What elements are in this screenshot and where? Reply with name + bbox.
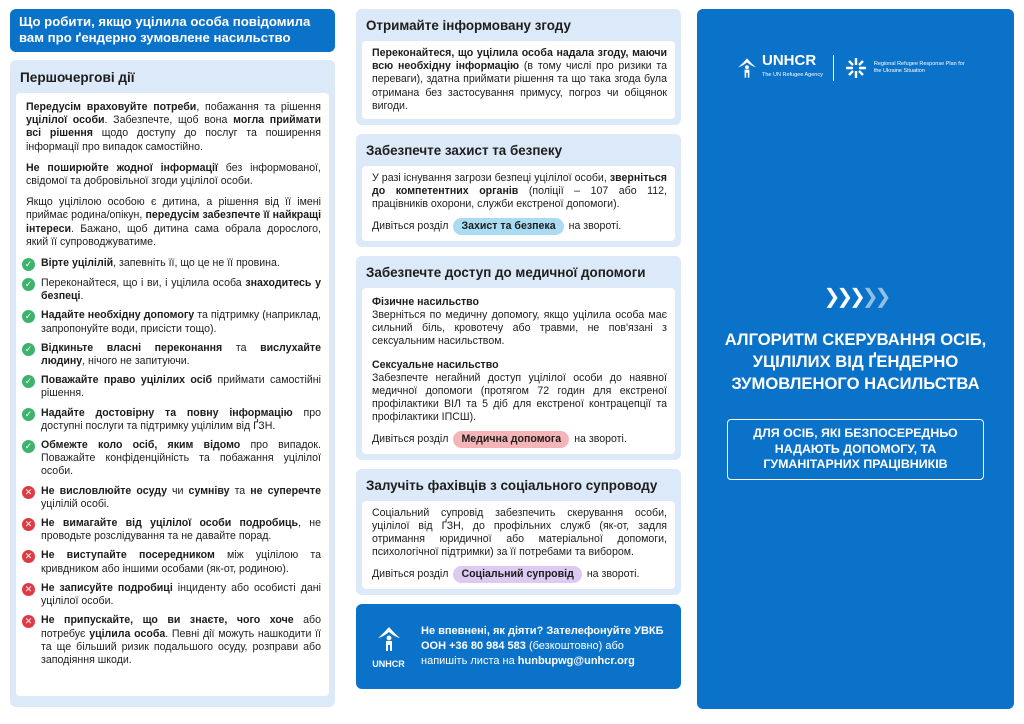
contact-email[interactable]: hunbupwg@unhcr.org — [517, 654, 635, 667]
priority-actions-title: Першочергові дії — [20, 70, 135, 85]
paragraph-child: Якщо уцілілою особою є дитина, а рішення від її імені приймає родина/опікун, передусім забезпечте її найкращі інтереси. Бажано, щоб дитина сама обрала дорослого, який її супроводжуватиме. — [26, 196, 322, 248]
safety-body: У разі існування загрози безпеці уцілілої особи, зверніться до компетентних органів (поліції – 107 або 112, працівників охорони, служби екстреної допомоги). Дивіться розділ Захист та безпека на звороті. — [362, 166, 675, 241]
chevrons-icon: ❯❯❯❯❯ — [823, 286, 888, 308]
cross-icon: ✕ — [22, 550, 35, 563]
sexual-text: Забезпечте негайний доступ уцілілої особи до наявної медичної допомоги (протягом 72 годин для екстреної профілактики ВІЛ та 5 діб для екстреної контрацепції та профілактики ІПСШ). — [372, 371, 667, 424]
social-section — [356, 469, 681, 595]
cross-icon: ✕ — [22, 583, 35, 596]
check-icon: ✓ — [22, 310, 35, 323]
safety-title: Забезпечте захист та безпеку — [366, 143, 563, 159]
social-body: Соціальний супровід забезпечить скерування особи, уцілілої від ҐЗН, до профільних служб (як-от, задля отримання юридичної або матеріальної допомоги, психологічної підтримки) за її потребами та вибором. Дивіться розділ Соціальний супровід на звороті. — [362, 501, 675, 589]
dont-item: ✕ Не висловлюйте осуду чи сумніву та не суперечте уцілілій особі. — [26, 485, 321, 511]
left-column — [10, 9, 335, 707]
safety-see-line: Дивіться розділ Захист та безпека на звороті. — [372, 218, 667, 235]
social-see-line: Дивіться розділ Соціальний супровід на звороті. — [372, 566, 667, 583]
unhcr-logo: UNHCR The UN Refugee Agency — [735, 54, 823, 82]
sexual-title: Сексуальне насильство — [372, 358, 499, 371]
unhcr-figure-icon — [735, 56, 759, 80]
unhcr-logo: UNHCR — [366, 624, 411, 669]
safety-pill: Захист та безпека — [453, 218, 563, 235]
cover-subtitle: ДЛЯ ОСІБ, ЯКІ БЕЗПОСЕРЕДНЬО НАДАЮТЬ ДОПОМОГУ, ТА ГУМАНІТАРНИХ ПРАЦІВНИКІВ — [727, 419, 984, 480]
dont-item: ✕ Не виступайте посередником між уцілілою та кривдником або іншими особами (як-от, родиною). — [26, 549, 321, 575]
medical-section — [356, 256, 681, 460]
paragraph-no-sharing: Не поширюйте жодної інформації без інформованої, свідомої та добровільної згоди уцілілої особи. — [26, 161, 321, 188]
consent-body: Переконайтеся, що уцілила особа надала згоду, маючи всю необхідну інформацію (в тому числі про ризики та переваги), здатна приймати рішення та що така згода була отримана без застосування примусу, погроз чи обіцянок вигоди. — [362, 41, 675, 119]
cross-icon: ✕ — [22, 615, 35, 628]
social-pill: Соціальний супровід — [453, 566, 581, 583]
cross-icon: ✕ — [22, 518, 35, 531]
consent-title: Отримайте інформовану згоду — [366, 18, 571, 33]
dont-item: ✕ Не вимагайте від уцілілої особи подробиць, не проводьте розслідування та не давайте порад. — [26, 517, 321, 543]
medical-pill: Медична допомога — [453, 431, 569, 448]
contact-text: Не впевнені, як діяти? Зателефонуйте УВКБ ООН +36 80 984 583 (безкоштовно) або напишіть листа на hunbupwg@unhcr.org — [421, 624, 664, 667]
cover-panel — [697, 9, 1014, 709]
cover-title: АЛГОРИТМ СКЕРУВАННЯ ОСІБ, УЦІЛІЛИХ ВІД ҐЕНДЕРНО ЗУМОВЛЕНОГО НАСИЛЬСТВА — [724, 330, 987, 393]
do-item: ✓ Відкиньте власні переконання та вислухайте людину, нічого не запитуючи. — [26, 342, 321, 368]
medical-see-line: Дивіться розділ Медична допомога на звороті. — [372, 431, 667, 448]
left-header: Що робити, якщо уцілила особа повідомила вам про ґендерно зумовлене насильство — [10, 9, 335, 52]
physical-text: Зверніться по медичну допомогу, якщо уцілила особа має сильний біль, кровотечу або травми, не пов'язані з сексуальним насильством. — [372, 309, 667, 348]
logos-row — [735, 54, 966, 82]
priority-actions-panel — [10, 60, 335, 707]
medical-body — [362, 288, 675, 454]
social-title: Залучіть фахівців з соціального супроводу — [366, 477, 658, 493]
check-icon: ✓ — [22, 278, 35, 291]
cross-icon: ✕ — [22, 486, 35, 499]
unhcr-figure-icon — [374, 624, 404, 654]
check-icon: ✓ — [22, 375, 35, 388]
do-item: ✓ Надайте достовірну та повну інформацію про доступні послуги та підтримку уцілілим від ҐЗН. — [26, 407, 321, 433]
medical-title: Забезпечте доступ до медичної допомоги — [366, 264, 646, 280]
priority-actions-body — [16, 93, 329, 696]
safety-section — [356, 134, 681, 247]
contact-box — [356, 604, 681, 689]
do-item: ✓ Обмежте коло осіб, яким відомо про випадок. Поважайте конфіденційність та побажання уцілілої особи. — [26, 439, 321, 479]
rrp-star-icon — [844, 56, 868, 80]
check-icon: ✓ — [22, 258, 35, 271]
rrp-logo: Regional Refugee Response Plan for the Ukraine Situation — [844, 56, 966, 80]
do-item: ✓ Поважайте право уцілілих осіб приймати самостійні рішення. — [26, 374, 321, 400]
consent-section — [356, 9, 681, 125]
middle-column — [356, 9, 681, 689]
do-item: ✓ Надайте необхідну допомогу та підтримку (наприклад, запропонуйте води, присісти тощо). — [26, 309, 321, 335]
check-icon: ✓ — [22, 343, 35, 356]
do-item: ✓ Вірте уцілілій, запевніть її, що це не її провина. — [26, 257, 321, 271]
do-item: ✓ Переконайтеся, що і ви, і уцілила особа знаходитесь у безпеці. — [26, 277, 321, 303]
physical-title: Фізичне насильство — [372, 295, 480, 308]
dont-item: ✕ Не записуйте подробиці інциденту або особисті дані уцілілої особи. — [26, 582, 321, 608]
paragraph-needs: Передусім враховуйте потреби, побажання та рішення уцілілої особи. Забезпечте, щоб вона могла приймати всі рішення щодо доступу до послуг та поширення інформації про випадок самостійно. — [26, 101, 321, 153]
check-icon: ✓ — [22, 440, 35, 453]
check-icon: ✓ — [22, 408, 35, 421]
dont-item: ✕ Не припускайте, що ви знаєте, чого хоче або потребує уцілила особа. Певні дії можуть нашкодити її та ще більший ризик подальшого осуду, розправи або заподіяння шкоди. — [26, 614, 321, 667]
